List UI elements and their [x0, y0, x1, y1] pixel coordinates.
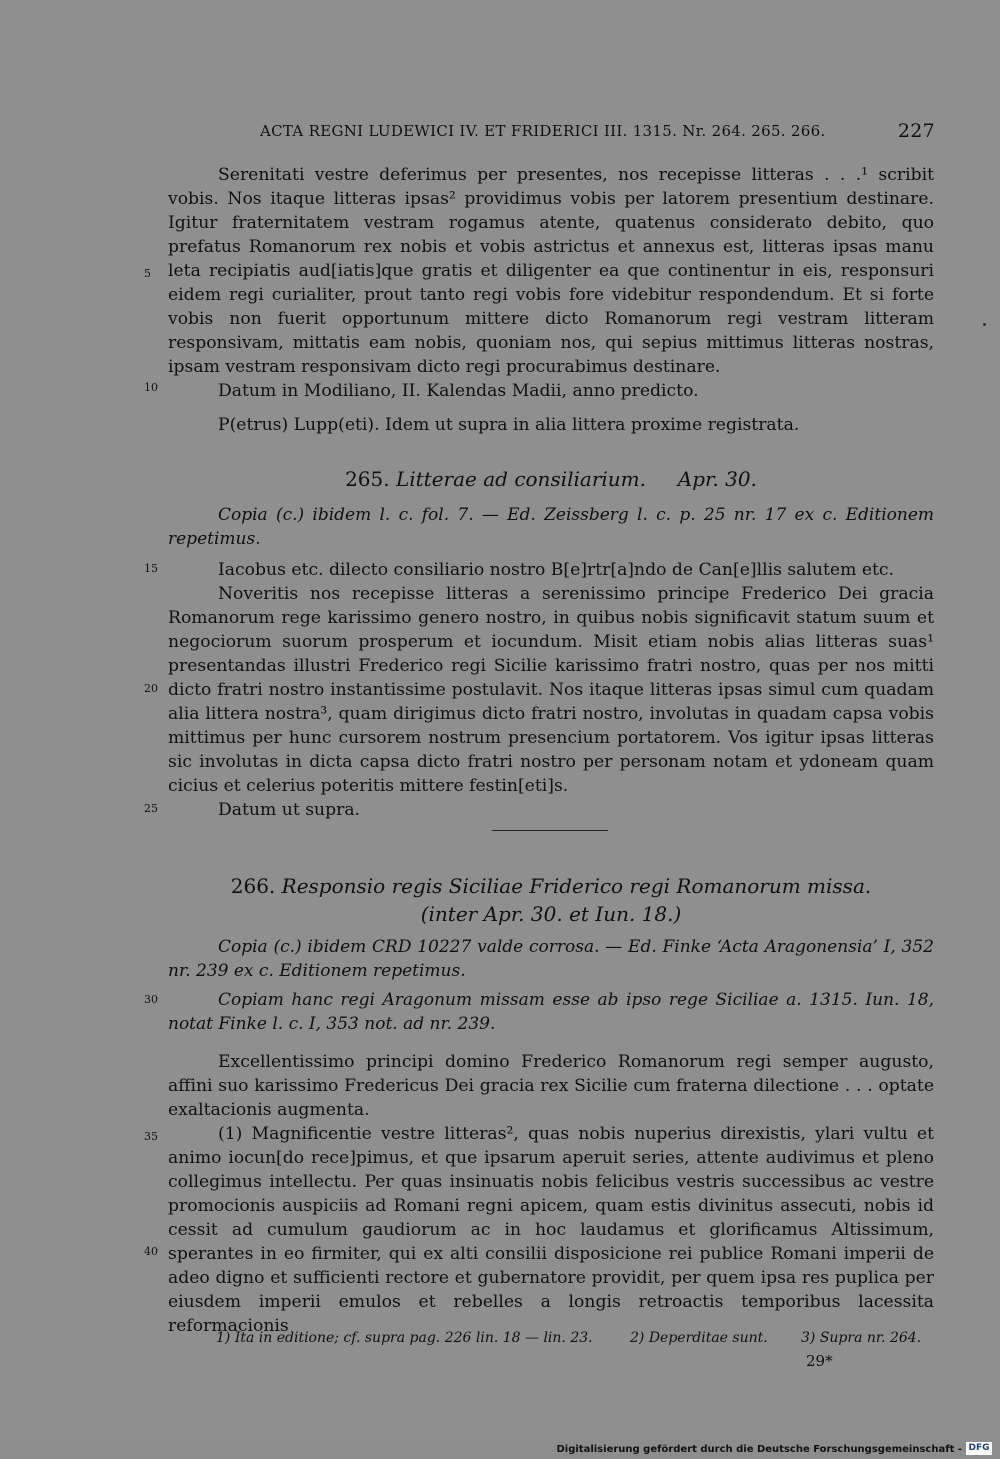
doc266-text [168, 1050, 934, 1338]
line-number-40: 40 [144, 1245, 158, 1258]
doc266-number: 266. [230, 874, 276, 898]
doc266-heading [168, 872, 934, 928]
line-number-15: 15 [144, 562, 158, 575]
header-title: ACTA REGNI LUDEWICI IV. ET FRIDERICI III. 1315. Nr. 264. 265. 266. [260, 122, 826, 140]
doc266-salutation: Excellentissimo principi domino Frederico Romanorum regi semper augusto, affini suo karissimo Fredericus Dei gracia rex Sicilie cum fraterna dilectione . . . optate exaltacionis augmenta. [168, 1052, 934, 1120]
footnote-2: 2) Deperditae sunt. [630, 1330, 768, 1346]
doc265-date: Apr. 30. [677, 467, 757, 491]
doc266-source-2: Copiam hanc regi Aragonum missam esse ab ipso rege Siciliae a. 1315. Iun. 18, notat Finke l. c. I, 353 not. ad nr. 239. [168, 990, 934, 1034]
doc266-paragraph: (1) Magnificentie vestre litteras², quas nobis nuperius direxistis, ylari vultu et animo iocun[do rece]pimus, et que ipsarum aperuit series, attente audivimus et pleno collegimus intellectu. Per quas insinuatis nobis felicibus vestris successibus ac vestre promocionis auspiciis ad Romani regni apicem, quam estis divinitus assecuti, nobis id cessit ad cumulum gaudiorum ac in hoc laudamus et glorificamus Altissimum, sperantes in eo firmiter, qui ex alti consilii disposicione rei publice Romani imperii de adeo digno et sufficienti rectore et gubernatore providit, per quem ipsa res puplica per eiusdem imperii emulos et rebelles a longis retroactis temporibus lacessita reformacionis [168, 1124, 934, 1336]
doc264-note: P(etrus) Lupp(eti). Idem ut supra in alia littera proxime registrata. [218, 415, 800, 435]
doc265-source: Copia (c.) ibidem l. c. fol. 7. — Ed. Zeissberg l. c. p. 25 nr. 17 ex c. Editionem repetimus. [168, 505, 934, 549]
doc266-date: (inter Apr. 30. et Iun. 18.) [420, 902, 682, 926]
doc265-salutation: Iacobus etc. dilecto consiliario nostro B[e]rtr[a]ndo de Can[e]llis salutem etc. [218, 560, 895, 580]
footnote-1: 1) Ita in editione; cf. supra pag. 226 lin. 18 — lin. 23. [216, 1330, 593, 1346]
signature-mark: 29* [806, 1352, 833, 1370]
doc264-text [168, 163, 934, 437]
doc265-number: 265. [345, 467, 390, 491]
line-number-10: 10 [144, 381, 158, 394]
doc266-source-1: Copia (c.) ibidem CRD 10227 valde corrosa. — Ed. Finke ‘Acta Aragonensia’ I, 352 nr. 239 ex c. Editionem repetimus. [168, 937, 934, 981]
doc265-datum: Datum ut supra. [218, 800, 361, 820]
line-number-30: 30 [144, 993, 158, 1006]
doc264-paragraph: Serenitati vestre deferimus per presentes, nos recepisse litteras . . .¹ scribit vobis. Nos itaque litteras ipsas² providimus vobis per latorem presentium destinare. Igitur fraternitatem vestram rogamus atente, quatenus considerato debito, quo prefatus Romanorum rex nobis et vobis astrictus et annexus est, litteras ipsas manu leta recipiatis aud[iatis]que gratis et diligenter ea que continentur in eis, responsuri eidem regi curialiter, prout tanto regi vobis fore videbitur respondendum. Et si forte vobis non fuerit opportunum mittere dicto Romanorum regi vestram litteram responsivam, mittatis eam nobis, quoniam nos, qui sepius mittimus litteras nostras, ipsam vestram responsivam dicto regi procurabimus destinare. [168, 165, 934, 377]
digitization-credit: Digitalisierung gefördert durch die Deutsche Forschungsgemeinschaft - [556, 1444, 962, 1455]
footnote-3: 3) Supra nr. 264. [801, 1330, 922, 1346]
section-divider [492, 830, 608, 831]
line-number-25: 25 [144, 802, 158, 815]
doc265-title: Litterae ad consiliarium. [395, 467, 646, 491]
doc265-heading [168, 465, 934, 493]
dfg-logo-icon: DFG [966, 1442, 992, 1455]
doc264-datum: Datum in Modiliano, II. Kalendas Madii, anno predicto. [218, 381, 699, 401]
line-number-35: 35 [144, 1130, 158, 1143]
doc265-paragraph: Noveritis nos recepisse litteras a serenissimo principe Frederico Dei gracia Romanorum rege karissimo genero nostro, in quibus nobis significavit statum suum et negociorum suorum prosperum et iocundum. Misit etiam nobis alias litteras suas¹ presentandas illustri Frederico regi Sicilie karissimo fratri nostro, quas per nos mitti dicto fratri nostro instantissime postulavit. Nos itaque litteras ipsas simul cum quadam alia littera nostra³, quam dirigimus dicto fratri nostro, involutas in quadam capsa vobis mittimus per hunc cursorem nostrum presencium portatorem. Vos igitur ipsas litteras sic involutas in dicta capsa dicto fratri nostro per personam notam et ydoneam quam cicius et celerius poteritis mittere festin[eti]s. [168, 584, 934, 796]
line-number-20: 20 [144, 682, 158, 695]
doc266-title: Responsio regis Siciliae Friderico regi Romanorum missa. [281, 874, 872, 898]
speck [983, 323, 986, 326]
doc265-text [168, 558, 934, 822]
line-number-5: 5 [144, 267, 151, 280]
page-number: 227 [897, 120, 935, 142]
